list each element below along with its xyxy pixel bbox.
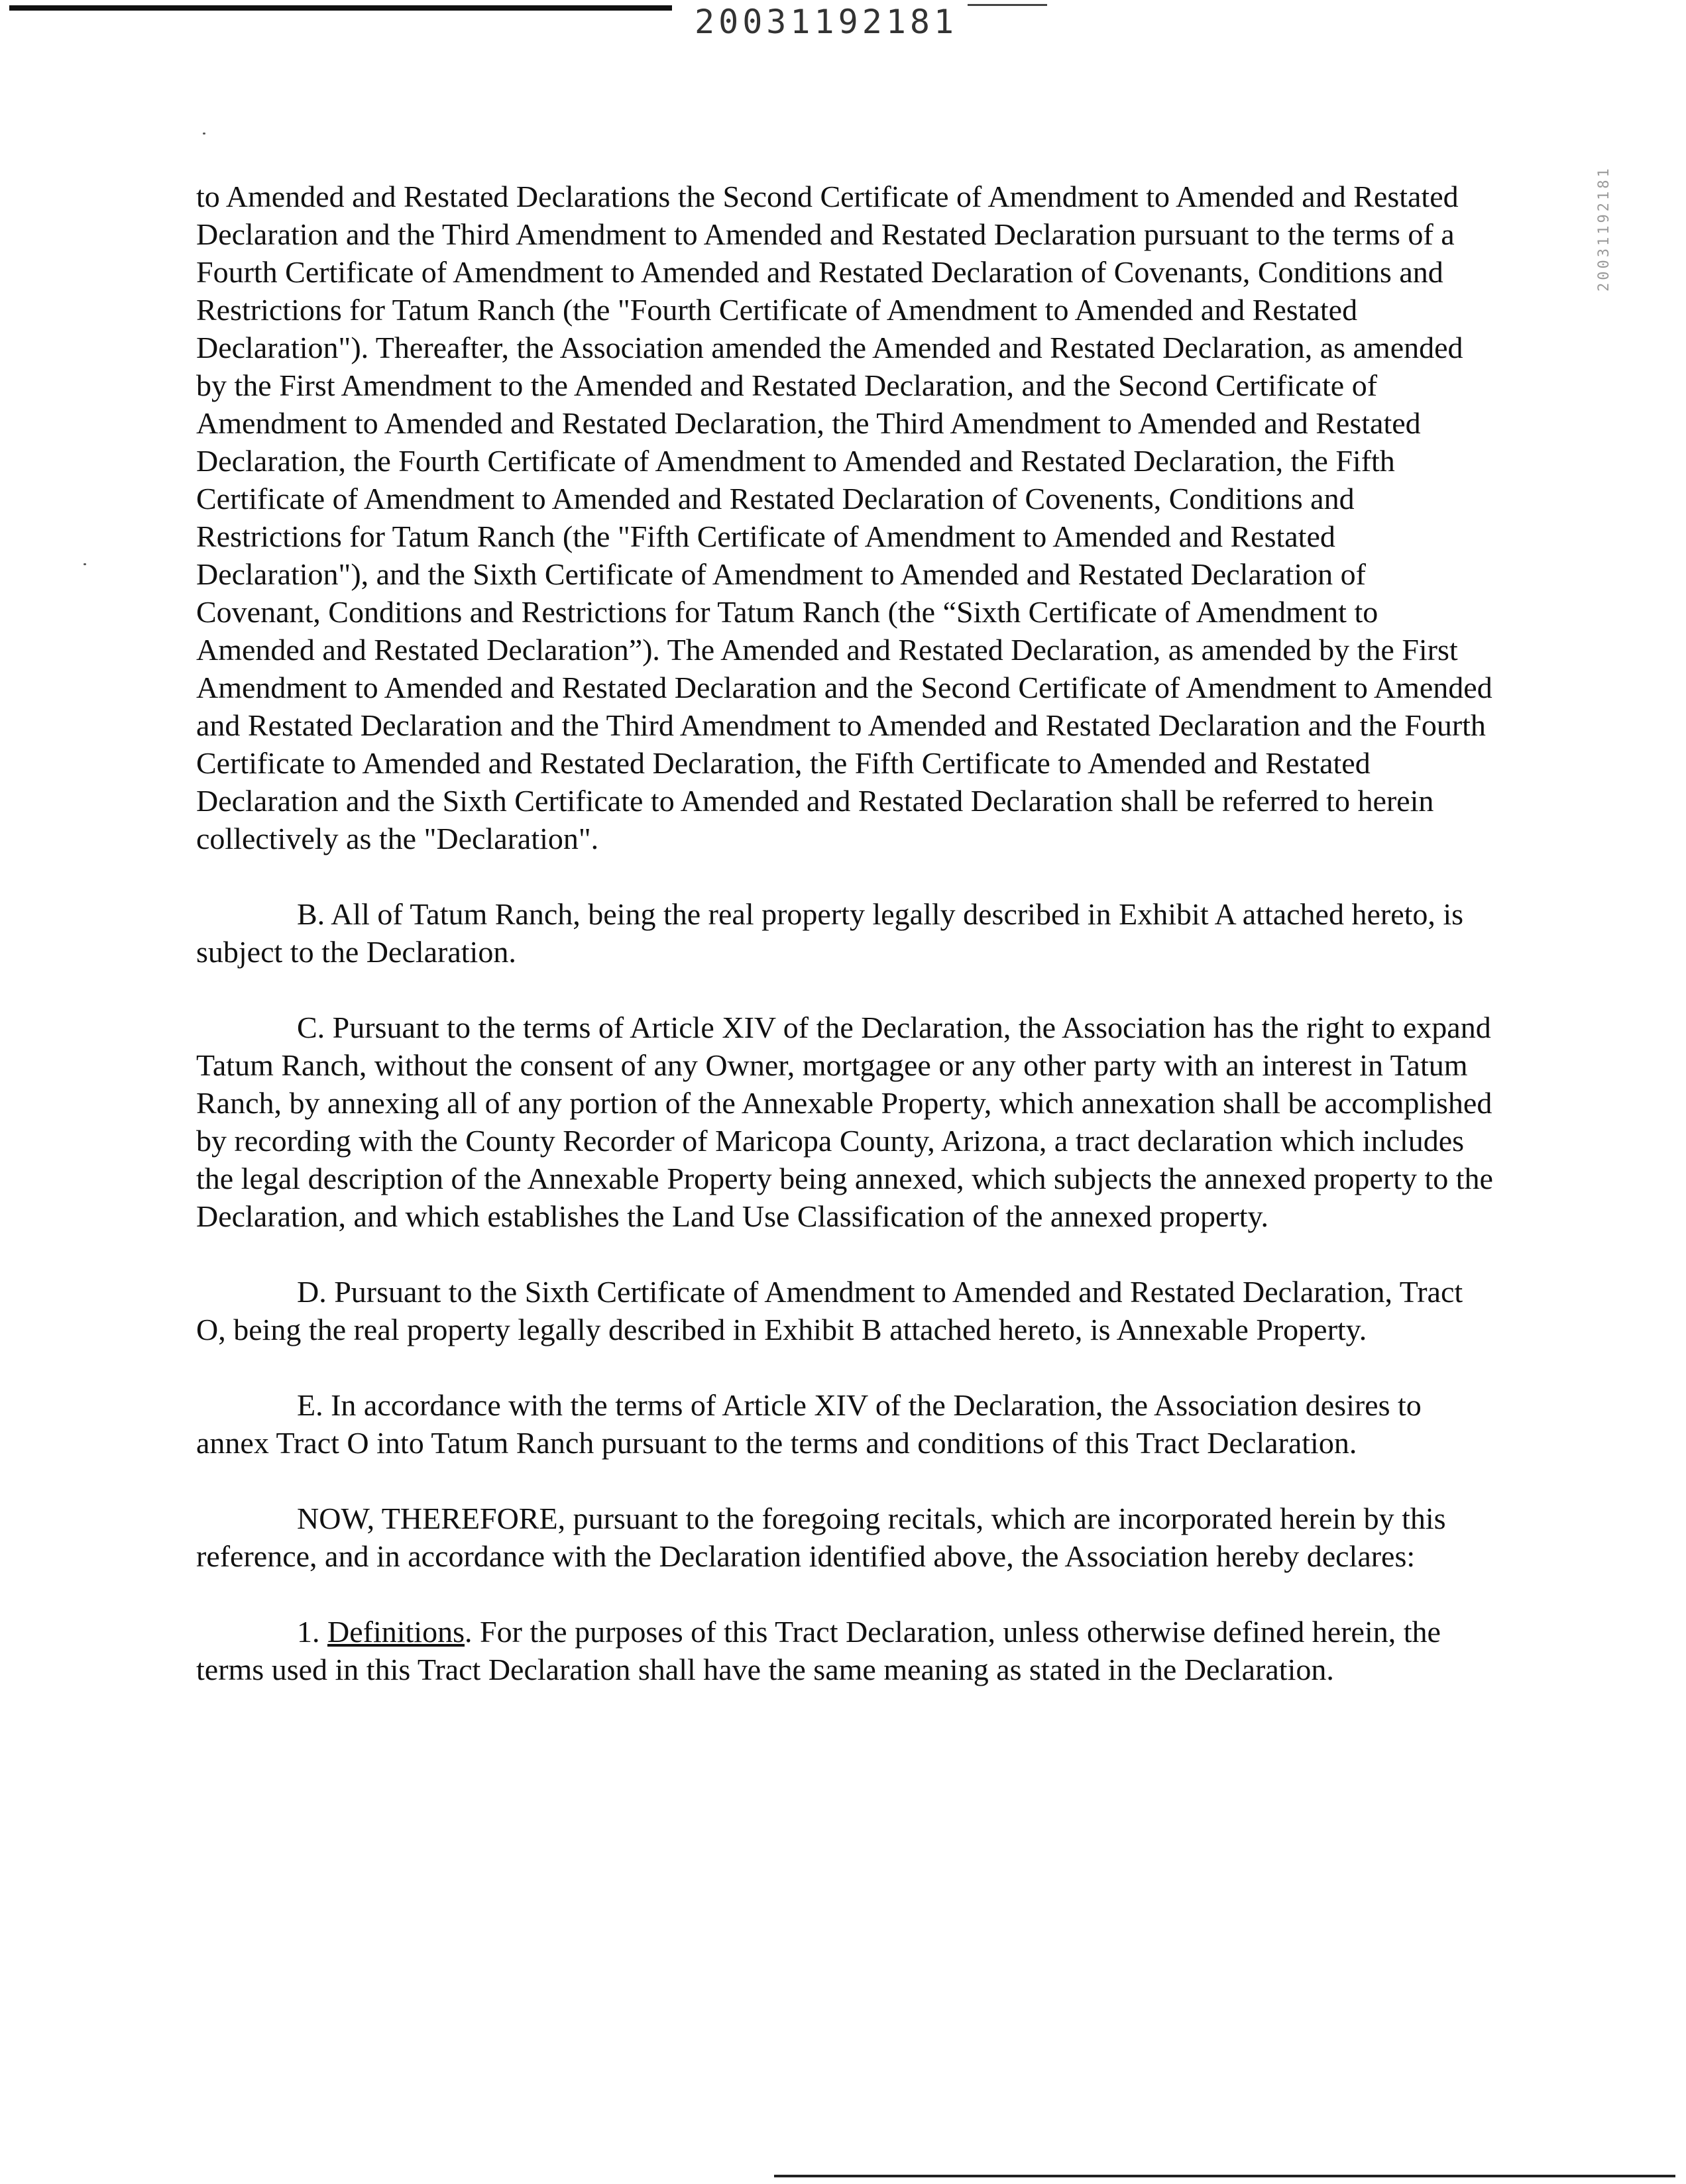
bottom-scan-rule — [774, 2175, 1675, 2177]
document-body — [196, 178, 1495, 1726]
side-stamp: 20031192181 — [1596, 166, 1612, 292]
scan-speck — [203, 133, 205, 135]
paragraph-now-therefore: NOW, THEREFORE, pursuant to the foregoing recitals, which are incorporated herein by this reference, and in accordance with the Declaration identified above, the Association hereby declares: — [196, 1502, 1446, 1573]
paragraph-recitals-continued: to Amended and Restated Declarations the Second Certificate of Amendment to Amended and Restated Declaration and the Third Amendment to Amended and Restated Declaration pursuant to the terms of a Fourth Certificate of Amendment to Amended and Restated Declaration of Covenants, Conditions and Restrictions for Tatum Ranch (the "Fourth Certificate of Amendment to Amended and Restated Declaration"). Thereafter, the Association amended the Amended and Restated Declaration, as amended by the First Amendment to the Amended and Restated Declaration, and the Second Certificate of Amendment to Amended and Restated Declaration, the Third Amendment to Amended and Restated Declaration, the Fourth Certificate of Amendment to Amended and Restated Declaration, the Fifth Certificate of Amendment to Amended and Restated Declaration of Covenents, Conditions and Restrictions for Tatum Ranch (the "Fifth Certificate of Amendment to Amended and Restated Declaration"), and the Sixth Certificate of Amendment to Amended and Restated Declaration of Covenant, Conditions and Restrictions for Tatum Ranch (the “Sixth Certificate of Amendment to Amended and Restated Declaration”). The Amended and Restated Declaration, as amended by the First Amendment to Amended and Restated Declaration and the Second Certificate of Amendment to Amended and Restated Declaration and the Third Amendment to Amended and Restated Declaration and the Fourth Certificate to Amended and Restated Declaration, the Fifth Certificate to Amended and Restated Declaration and the Sixth Certificate to Amended and Restated Declaration shall be referred to herein collectively as the "Declaration". — [196, 180, 1492, 855]
section-number: 1. — [297, 1615, 320, 1649]
document-number: 20031192181 — [695, 3, 958, 41]
section-heading: Definitions — [327, 1615, 465, 1649]
paragraph-d: D. Pursuant to the Sixth Certificate of Amendment to Amended and Restated Declaration, Tract O, being the real property legally described in Exhibit B attached hereto, is Annexable Property. — [196, 1275, 1463, 1346]
section-text: . For the purposes of this Tract Declaration, unless otherwise defined herein, the terms used in this Tract Declaration shall have the same meaning as stated in the Declaration. — [196, 1615, 1441, 1686]
paragraph-e: E. In accordance with the terms of Article XIV of the Declaration, the Association desires to annex Tract O into Tatum Ranch pursuant to the terms and conditions of this Tract Declaration. — [196, 1388, 1422, 1460]
paragraph-c: C. Pursuant to the terms of Article XIV of the Declaration, the Association has the right to expand Tatum Ranch, without the consent of any Owner, mortgagee or any other party with an interest in Tatum Ranch, by annexing all of any portion of the Annexable Property, which annexation shall be accomplished by recording with the County Recorder of Maricopa County, Arizona, a tract declaration which includes the legal description of the Annexable Property being annexed, which subjects the annexed property to the Declaration, and which establishes the Land Use Classification of the annexed property. — [196, 1010, 1493, 1233]
paragraph-b: B. All of Tatum Ranch, being the real property legally described in Exhibit A attached hereto, is subject to the Declaration. — [196, 897, 1464, 969]
top-scan-mark — [968, 4, 1047, 6]
top-scan-rule — [9, 5, 672, 11]
scan-speck — [84, 563, 86, 565]
paragraph-1-definitions — [196, 1613, 1495, 1688]
